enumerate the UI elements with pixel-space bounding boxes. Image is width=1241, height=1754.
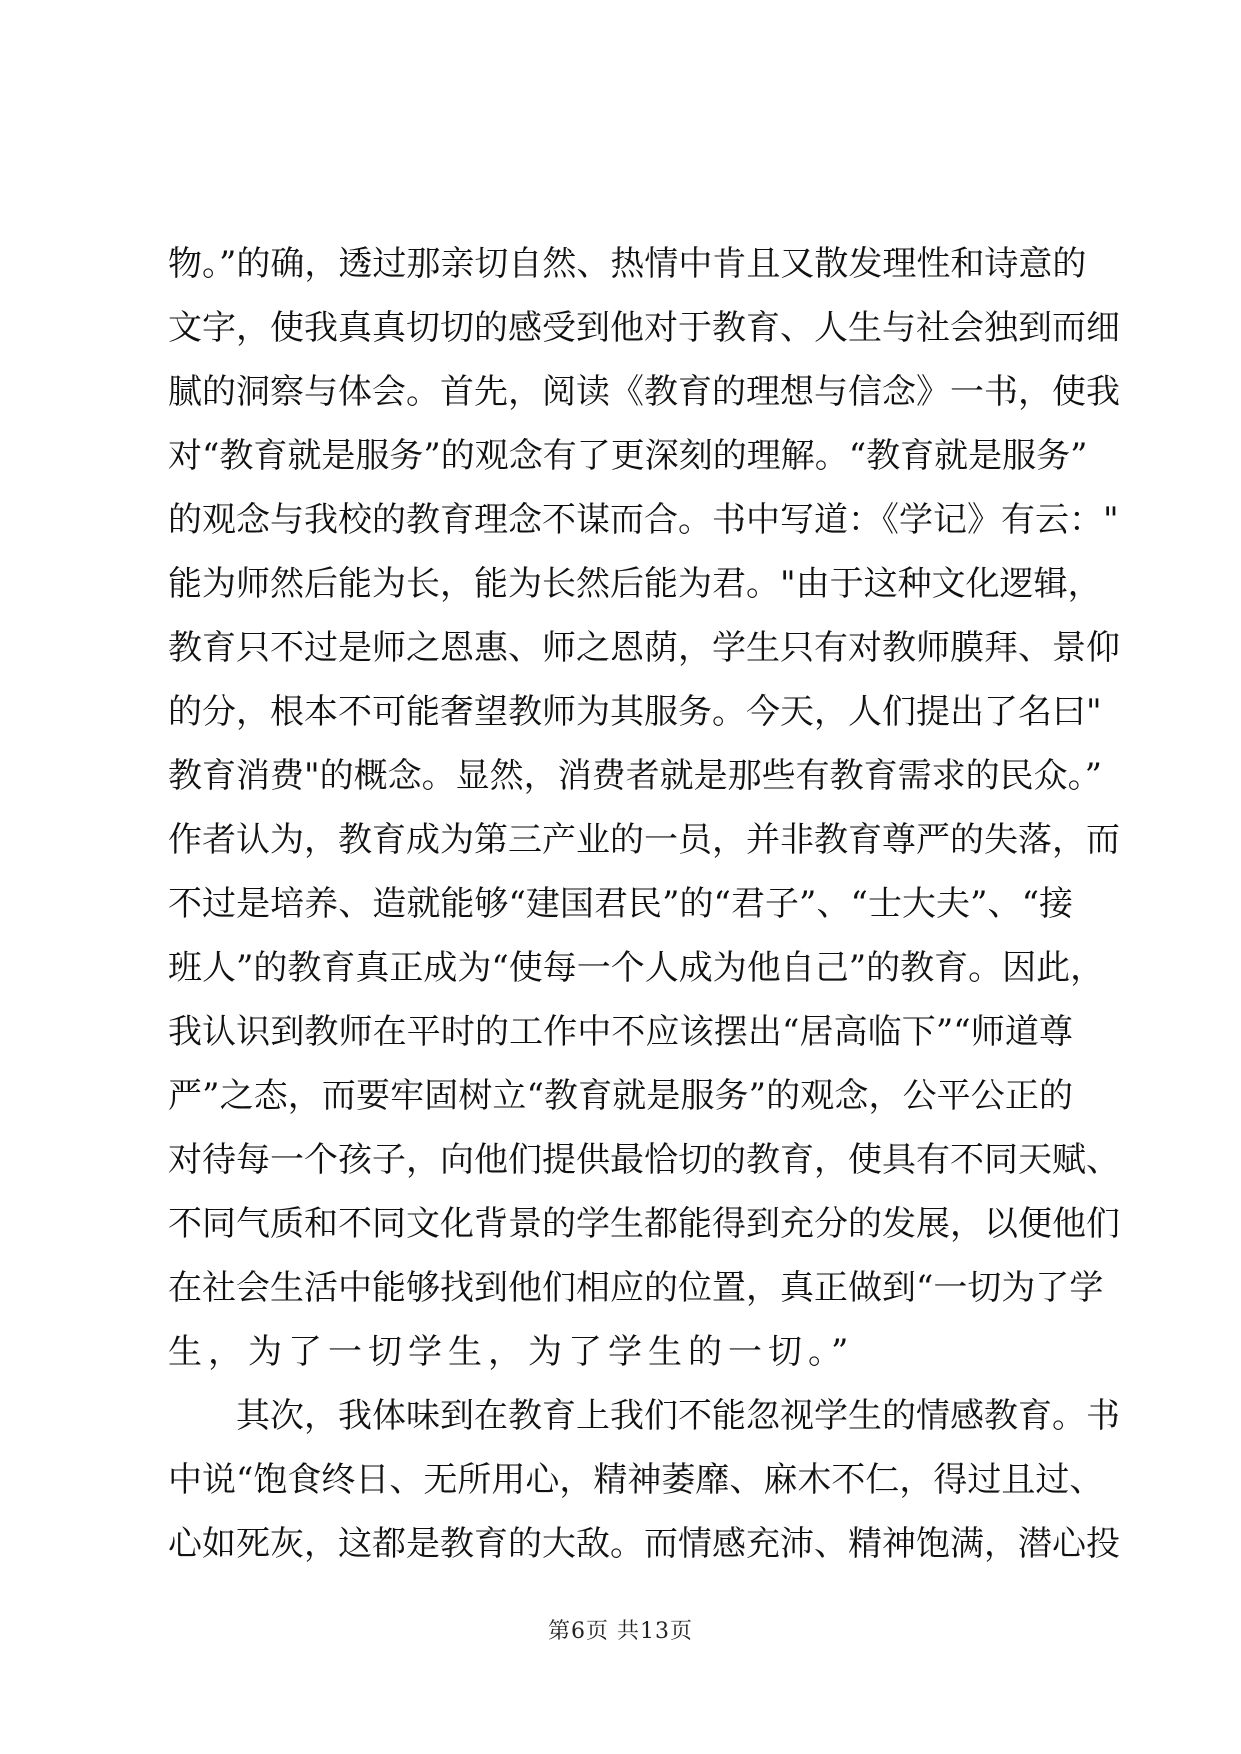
text-line: 班人”的教育真正成为“使每一个人成为他自己”的教育。因此， <box>168 948 1105 988</box>
text-line: 教育消费"的概念。显然，消费者就是那些有教育需求的民众。” <box>168 756 1103 796</box>
text-line: 中说“饱食终日、无所用心，精神萎靡、麻木不仁，得过且过、 <box>168 1460 1104 1500</box>
text-line: 能为师然后能为长，能为长然后能为君。"由于这种文化逻辑， <box>168 564 1102 604</box>
text-line: 心如死灰，这都是教育的大敌。而情感充沛、精神饱满，潜心投 <box>168 1524 1120 1564</box>
text-line: 严”之态，而要牢固树立“教育就是服务”的观念，公平公正的 <box>168 1076 1073 1116</box>
text-line: 腻的洞察与体会。首先，阅读《教育的理想与信念》一书，使我 <box>168 372 1120 412</box>
text-line: 对“教育就是服务”的观念有了更深刻的理解。“教育就是服务” <box>168 436 1088 476</box>
page-footer: 第6页 共13页 <box>548 1619 693 1644</box>
text-line: 在社会生活中能够找到他们相应的位置，真正做到“一切为了学 <box>168 1268 1104 1308</box>
text-line: 文字，使我真真切切的感受到他对于教育、人生与社会独到而细 <box>168 308 1120 348</box>
text-line: 生，为了一切学生，为了学生的一切。” <box>168 1332 855 1372</box>
text-line: 物。”的确，透过那亲切自然、热情中肯且又散发理性和诗意的 <box>168 244 1087 284</box>
body-text <box>168 232 1120 1576</box>
text-line: 对待每一个孩子，向他们提供最恰切的教育，使具有不同天赋、 <box>168 1140 1120 1180</box>
text-line: 不同气质和不同文化背景的学生都能得到充分的发展，以便他们 <box>168 1204 1120 1244</box>
text-line: 不过是培养、造就能够“建国君民”的“君子”、“士大夫”、“接 <box>168 884 1073 924</box>
text-line: 其次，我体味到在教育上我们不能忽视学生的情感教育。书 <box>168 1396 1120 1436</box>
text-line: 作者认为，教育成为第三产业的一员，并非教育尊严的失落，而 <box>168 820 1120 860</box>
text-line: 教育只不过是师之恩惠、师之恩荫，学生只有对教师膜拜、景仰 <box>168 628 1120 668</box>
text-line: 我认识到教师在平时的工作中不应该摆出“居高临下”“师道尊 <box>168 1012 1073 1052</box>
text-line: 的分，根本不可能奢望教师为其服务。今天，人们提出了名曰" <box>168 692 1102 732</box>
text-line: 的观念与我校的教育理念不谋而合。书中写道：《学记》有云：" <box>168 500 1119 540</box>
